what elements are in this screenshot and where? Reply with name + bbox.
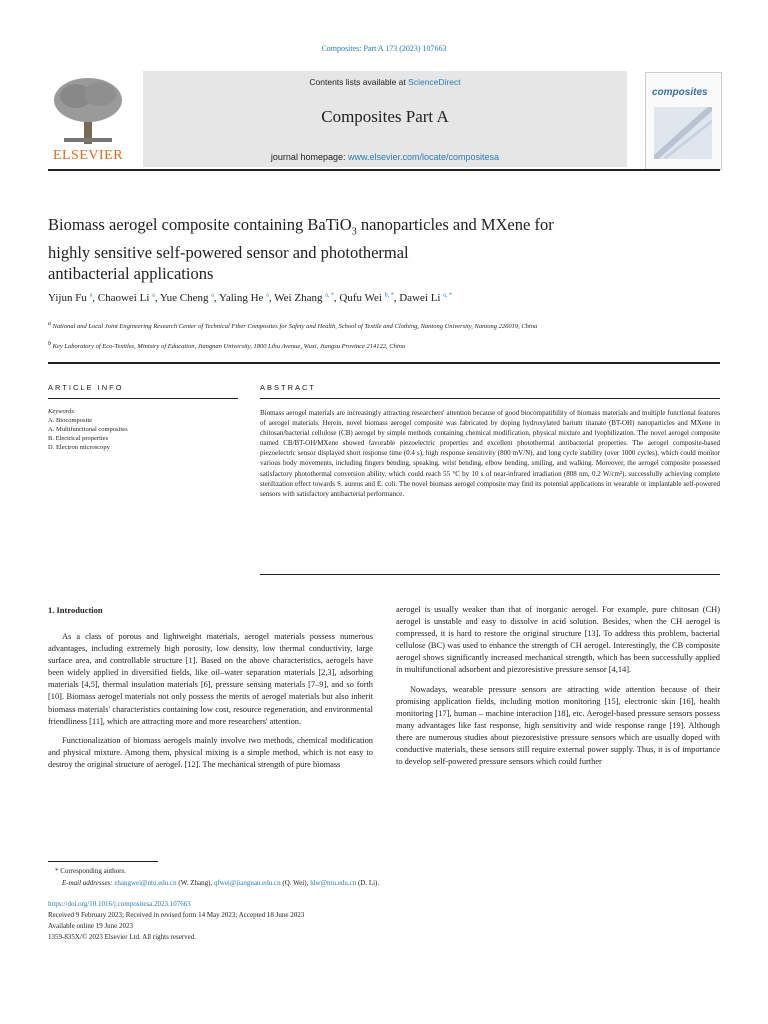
author-list: Yijun Fu $^a$, Chaowei Li $^a$, Yue Cheng $^a$, Yaling He $^a$, Wei Zhang $^{a, *}$, Qufu Wei $^{b, *}$, Dawei Li $^{a, *}$ xyxy=(48,292,452,304)
author[interactable]: Qufu Wei $^{b, *}$ xyxy=(339,292,394,304)
author[interactable]: Yaling He $^a$ xyxy=(219,292,269,304)
keyword: B. Electrical properties xyxy=(48,435,109,442)
abstract-rule xyxy=(260,398,720,399)
paragraph: Functionalization of biomass aerogels mainly involve two methods, chemical modification and physical mixture. Among them, physical mixing is a simple method, which is not easy to destroy the original structure of aerogel. [12]. The mechanical strength of pure biomass xyxy=(48,735,373,769)
keyword: A. Biocomposite xyxy=(48,417,93,424)
available-online: Available online 19 June 2023 xyxy=(48,922,134,930)
received-dates: Received 9 February 2023; Received in revised form 14 May 2023; Accepted 18 June 2023 xyxy=(48,911,305,919)
paragraph: aerogel is usually weaker than that of inorganic aerogel. For example, pure chitosan (CH) aerogel is unstable and easy to dissolve in acid solution. Besides, when the CH aerogel is compressed, it is hard to restore the original structure [13]. To address this problem, bacterial cellulose (BC) was used to enhance the strength of CH aerogel. Interestingly, the CB composite aerogel shows significantly increased mechanical strength, which has been successfully applied in multifunctional adsorbent and piezoresistive pressure sensor [4,14]. xyxy=(396,605,720,675)
copyright: 1359-835X/© 2023 Elsevier Ltd. All rights reserved. xyxy=(48,933,197,941)
abstract-heading: ABSTRACT xyxy=(260,383,317,392)
doi-link[interactable]: https://doi.org/10.1016/j.compositesa.2023.107663 xyxy=(48,900,191,908)
header-rule xyxy=(48,169,720,171)
email-addresses: E-mail addresses: zhangwei@ntu.edu.cn (W. Zhang), qfwei@jiangnan.edu.cn (Q. Wei), ldw@ntu.edu.cn (D. Li). xyxy=(62,879,380,887)
publisher-logo: ELSEVIER xyxy=(52,148,124,163)
keyword: D. Electron microscopy xyxy=(48,444,110,451)
elsevier-tree-logo xyxy=(50,76,126,148)
email-link[interactable]: qfwei@jiangnan.edu.cn xyxy=(213,879,281,887)
email-link[interactable]: ldw@ntu.edu.cn xyxy=(310,879,357,887)
paragraph: As a class of porous and lightweight materials, aerogel materials possess numerous advantages, including extremely high porosity, low density, low thermal conductivity, large surface area, and controllable structure [1]. Based on the above characteristics, aerogels have been widely applied in diversified fields, like oil–water separation materials [2,3], adsorbing materials [4,5], thermal insulation materials [6], pressure sensing materials [7–9], and so forth [10]. Biomass aerogel materials not only possess the merits of aerogel materials but also inherit biomass materials' characteristics containing low cost, resource regeneration, and environmental friendliness [11], which are attracting more and more researchers' attention. xyxy=(48,632,373,726)
sciencedirect-link[interactable]: ScienceDirect xyxy=(408,77,461,87)
corresponding-note: * Corresponding authors. xyxy=(55,867,126,875)
affiliation-a: $^a$ National and Local Joint Engineering Research Center of Technical Fiber Composites for Safety and Health, School of Textile and Clothing, Nantong University, Nantong 226019, China xyxy=(48,321,538,331)
cover-title: composites xyxy=(652,87,708,98)
journal-title: Composites Part A xyxy=(321,107,449,126)
journal-citation[interactable]: Composites: Part A 173 (2023) 107663 xyxy=(321,44,447,53)
author[interactable]: Wei Zhang $^{a, *}$ xyxy=(274,292,334,304)
abstract-bottom-rule xyxy=(260,574,720,575)
right-column xyxy=(396,604,720,775)
left-column xyxy=(48,631,373,778)
author[interactable]: Yue Cheng $^a$ xyxy=(159,292,214,304)
contents-line xyxy=(143,77,627,87)
cover-figure xyxy=(654,107,712,159)
author[interactable]: Chaowei Li $^a$ xyxy=(97,292,155,304)
footnote-rule xyxy=(48,861,158,862)
keywords-label: Keywords: xyxy=(48,408,76,415)
keywords-block xyxy=(48,407,238,452)
homepage-prefix: journal homepage: xyxy=(270,152,346,162)
journal-cover-image[interactable] xyxy=(645,72,722,170)
paragraph: Nowadays, wearable pressure sensors are attracting wide attention because of their promising application fields, including motion monitoring [15], electronic skin [16], health monitoring [17], human – machine interaction [18], etc. Aerogel-based pressure sensors possess many advantages like fast response, high sensitivity and wide response range [19]. Although there are numerous studies about piezoresistive pressure sensors which are usually doped with conductive materials, these sensors still require external power supply. Thus, it is of importance to develop self-powered pressure sensors which could further xyxy=(396,684,720,767)
author[interactable]: Yijun Fu $^a$ xyxy=(48,292,93,304)
email-link[interactable]: zhangwei@ntu.edu.cn xyxy=(114,879,177,887)
contents-prefix: Contents lists available at xyxy=(309,77,406,87)
author[interactable]: Dawei Li $^{a, *}$ xyxy=(399,292,452,304)
article-info-rule xyxy=(48,398,238,399)
article-title: Biomass aerogel composite containing BaTiO$_3$ nanoparticles and MXene for highly sensitive self-powered sensor and photothermal antibacterial applications xyxy=(48,215,554,284)
homepage-link[interactable]: www.elsevier.com/locate/compositesa xyxy=(348,152,500,162)
abstract-text: Biomass aerogel materials are increasingly attracting researchers' attention because of good biocompatibility of biomass materials and multiple functional features of aerogel materials. Herein, novel biomass aerogel composite was fabricated by doping hydroxylated barium titanate (BT-OH) nanoparticles and MXene in chitosan/bacterial cellulose (CB) aerogel by simple methods containing chemical modification, physical mixture and lyophilization. The novel aerogel composite named CB/BT-OH/MXene showed favorable piezoelectric properties and excellent photothermal antibacterial properties. The aerogel composite-based piezoelectric sensor displayed short response time (0.4 s), high response sensitivity (800 mV/N), and long cycle stability (over 1000 cycles), which could monitor various body movements, including fingers bending, speaking, wrist bending, elbow bending, smiling, and walking. Moreover, the aerogel composite possessed satisfactory photothermal conversion ability, which could reach 55 °C by 10 s of near-infrared irradiation (808 nm, 0.2 W/cm²), successfully achieving complete sterilization effect towards S. aureus and E. coli. The novel biomass aerogel composite may find its potential applications in wearable or implantable self-powered sensors with satisfactory antibacterial performance. xyxy=(260,409,720,498)
keyword: A. Multifunctional composites xyxy=(48,426,128,433)
affiliation-b: $^b$ Key Laboratory of Eco-Textiles, Ministry of Education, Jiangnan University, 1800 Lihu Avenue, Wuxi, Jiangsu Province 214122, China xyxy=(48,341,406,351)
section-heading-introduction: 1. Introduction xyxy=(48,605,103,615)
article-info-heading: ARTICLE INFO xyxy=(48,383,124,392)
section-rule xyxy=(48,362,720,364)
journal-homepage xyxy=(143,152,627,162)
